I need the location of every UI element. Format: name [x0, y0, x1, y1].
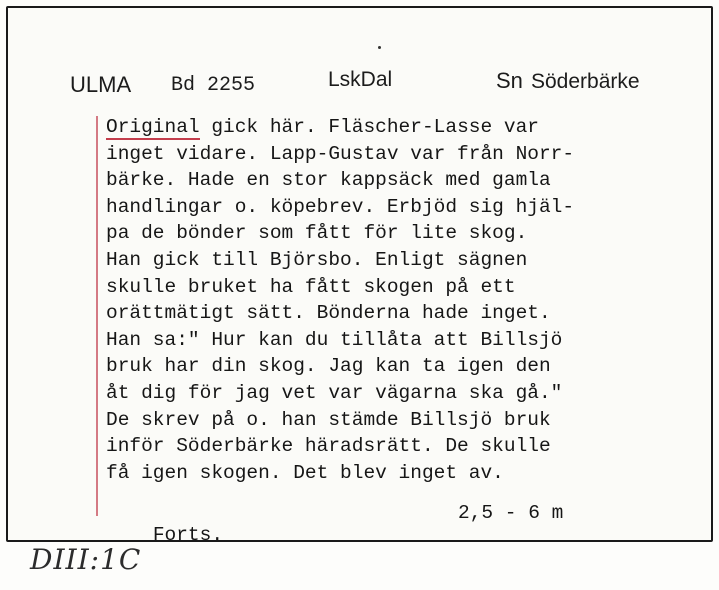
text-line: bärke. Hade en stor kappsäck med gamla — [106, 169, 551, 192]
text-line: Han sa:" Hur kan du tillåta att Billsjö — [106, 328, 563, 351]
measure-label: 2,5 - 6 m — [458, 502, 564, 524]
text-line: orättmätigt sätt. Bönderna hade inget. — [106, 302, 551, 325]
margin-rule — [96, 116, 98, 516]
text-line: inget vidare. Lapp-Gustav var från Norr- — [106, 142, 575, 165]
ink-dot — [378, 46, 381, 49]
text-line: pa de bönder som fått för lite skog. — [106, 222, 528, 245]
forts-label: Forts. — [152, 524, 224, 546]
text-line: De skrev på o. han stämde Billsjö bruk — [106, 408, 551, 431]
text-line: få igen skogen. Det blev inget av. — [106, 461, 504, 484]
text-line: Han gick till Björsbo. Enligt sägnen — [106, 248, 528, 271]
text-line: åt dig för jag vet var vägarna ska gå." — [106, 381, 563, 404]
underlined-word: Original — [106, 116, 200, 138]
first-line-rest: gick här. Fläscher-Lasse var — [199, 116, 539, 138]
text-line — [106, 114, 696, 141]
archive-card — [6, 6, 713, 546]
text-line: inför Söderbärke häradsrätt. De skulle — [106, 435, 551, 458]
reference-handwritten: DIII:1C — [30, 543, 142, 576]
parish-prefix: Sn — [496, 68, 523, 93]
parish-name: Söderbärke — [531, 70, 640, 93]
text-line: bruk har din skog. Jag kan ta igen den — [106, 355, 551, 378]
archive-code: ULMA — [70, 72, 132, 97]
landscape-code: LskDal — [328, 68, 393, 91]
text-line: skulle bruket ha fått skogen på ett — [106, 275, 516, 298]
text-line: handlingar o. köpebrev. Erbjöd sig hjäl- — [106, 195, 575, 218]
footer-row — [106, 502, 606, 590]
card-body-text — [106, 114, 696, 486]
volume-number: Bd 2255 — [171, 74, 256, 97]
card-header — [8, 68, 711, 108]
